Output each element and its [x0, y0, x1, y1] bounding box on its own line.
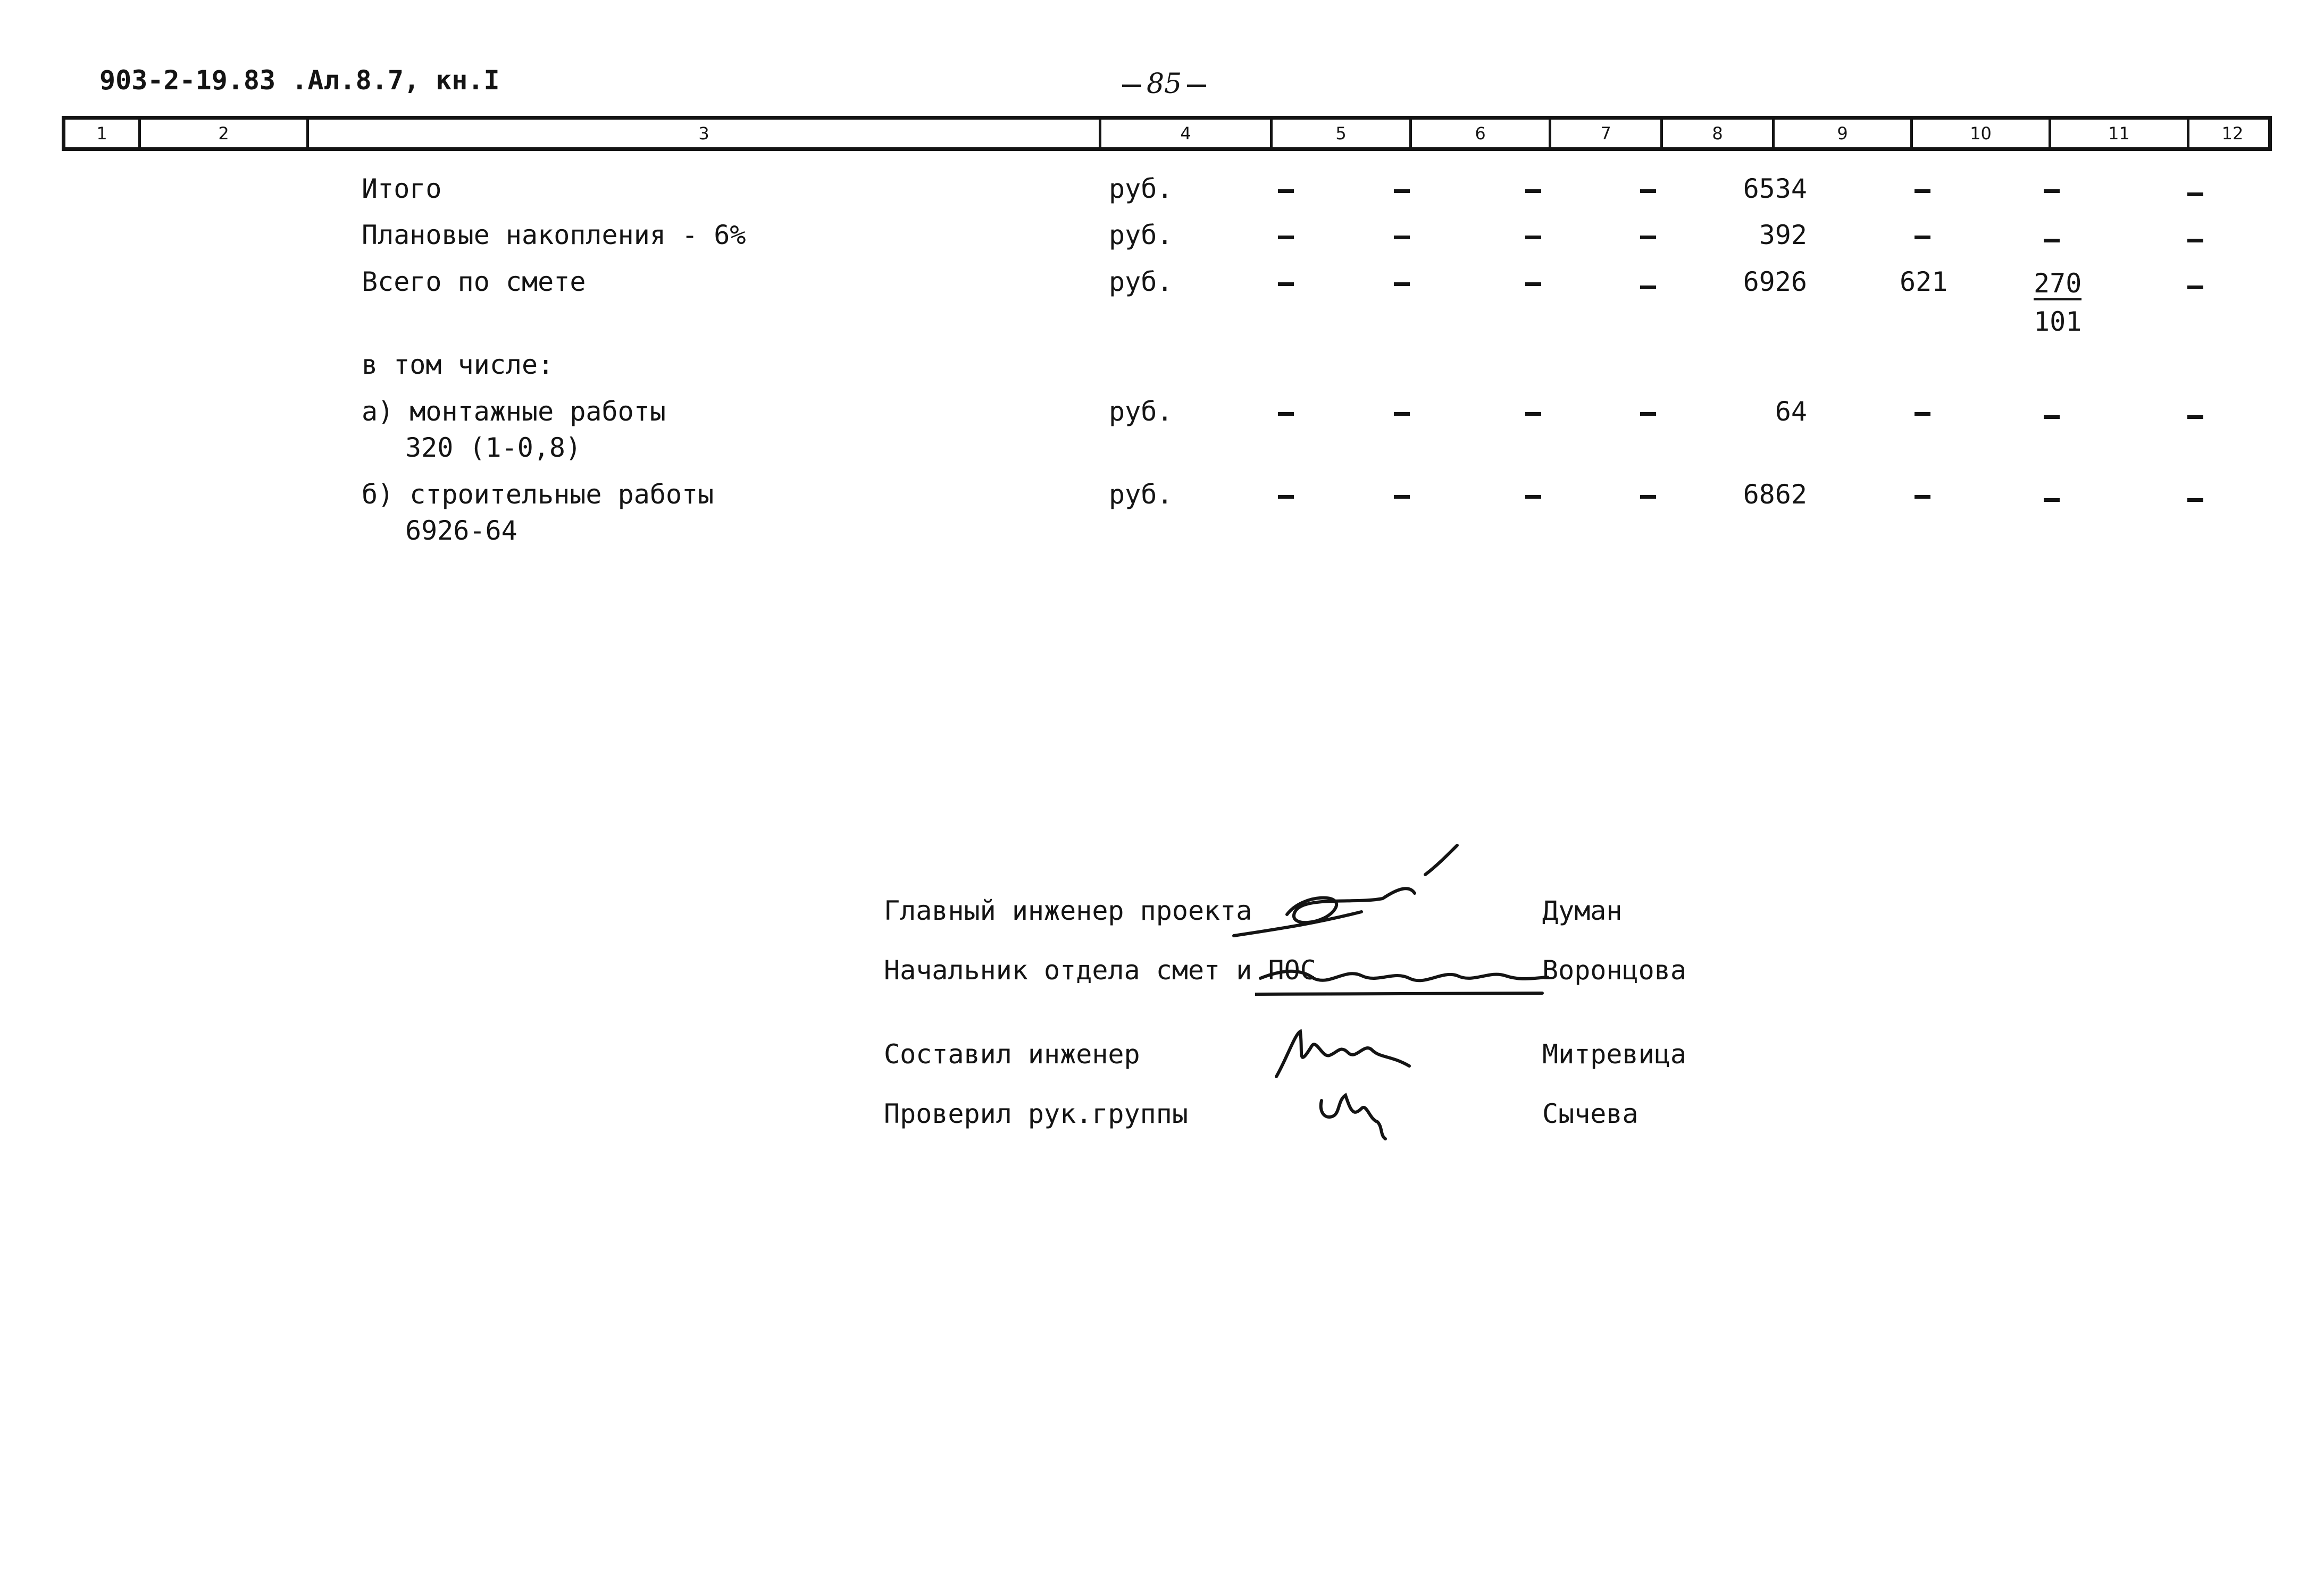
column-header-7: 7	[1551, 120, 1663, 147]
row-construction-col9: 6862	[1743, 479, 1807, 510]
dash-cell	[1278, 282, 1294, 286]
signature-name-chief-engineer: Думан	[1542, 895, 1623, 926]
dash-cell	[1640, 495, 1656, 499]
column-header-12: 12	[2221, 123, 2244, 144]
dash-cell	[1525, 412, 1541, 416]
dash-cell	[1394, 412, 1410, 416]
dash-cell	[2044, 498, 2060, 502]
dash-cell	[1915, 189, 1930, 193]
row-planned-col9: 392	[1759, 220, 1807, 250]
signature-role-chief-engineer: Главный инженер проекта	[884, 895, 1252, 926]
dash-cell	[1525, 189, 1541, 193]
dash-cell	[1394, 282, 1410, 286]
column-header-4: 4	[1101, 120, 1273, 147]
including-label: в том числе:	[362, 349, 554, 380]
row-planned-unit: руб.	[1109, 220, 1173, 250]
column-header-1: 1	[65, 120, 141, 147]
signature-role-group-lead: Проверил рук.группы	[884, 1098, 1188, 1129]
dash-cell	[1915, 236, 1930, 239]
dash-cell	[1640, 236, 1656, 239]
dash-cell	[2187, 239, 2203, 242]
dash-cell	[1640, 412, 1656, 416]
row-installation-formula: 320 (1-0,8)	[405, 432, 582, 463]
row-installation-label: а) монтажные работы	[362, 396, 666, 427]
row-total-col10: 621	[1900, 266, 1948, 297]
dash-cell	[1278, 412, 1294, 416]
dash-cell	[2187, 498, 2203, 502]
signature-role-engineer: Составил инженер	[884, 1039, 1140, 1070]
column-header-9: 9	[1775, 120, 1913, 147]
column-number-strip	[62, 116, 2272, 151]
handwritten-signature-estimate-head	[1255, 946, 1553, 1005]
dash-cell	[1640, 189, 1656, 193]
dash-cell	[1394, 495, 1410, 499]
column-header-10: 10	[1913, 120, 2051, 147]
document-code: 903-2-19.83 .Ал.8.7, кн.I	[99, 65, 500, 96]
dash-cell	[1915, 495, 1930, 499]
row-itogo-label: Итого	[362, 173, 442, 204]
dash-cell	[1278, 189, 1294, 193]
row-total-col11-top: 270	[2034, 268, 2081, 300]
row-total-col11-bottom: 101	[2034, 306, 2082, 337]
dash-cell	[1525, 495, 1541, 499]
row-itogo-unit: руб.	[1109, 173, 1173, 204]
row-construction-formula: 6926-64	[405, 515, 517, 546]
row-total-label: Всего по смете	[362, 266, 586, 297]
signature-name-group-lead: Сычева	[1542, 1098, 1638, 1129]
dash-cell	[1278, 236, 1294, 239]
dash-cell	[1278, 495, 1294, 499]
page-number-dash-right	[1187, 85, 1206, 87]
column-header-11: 11	[2051, 120, 2189, 147]
dash-cell	[2044, 239, 2060, 242]
dash-cell	[2187, 286, 2203, 289]
dash-cell	[2187, 192, 2203, 196]
column-header-6: 6	[1412, 120, 1551, 147]
row-itogo-col9: 6534	[1743, 173, 1807, 204]
page-number-value: 85	[1147, 68, 1182, 100]
signature-name-engineer: Митревица	[1542, 1039, 1686, 1070]
dash-cell	[2044, 189, 2060, 193]
handwritten-signature-engineer	[1271, 1026, 1420, 1085]
column-header-3: 3	[309, 120, 1101, 147]
dash-cell	[1525, 236, 1541, 239]
page-number-dash-left	[1122, 85, 1141, 87]
column-header-5: 5	[1273, 120, 1412, 147]
dash-cell	[2044, 415, 2060, 419]
row-installation-unit: руб.	[1109, 396, 1173, 427]
row-total-unit: руб.	[1109, 266, 1173, 297]
column-header-8: 8	[1663, 120, 1775, 147]
signature-role-estimate-head: Начальник отдела смет и ПОС	[884, 955, 1316, 986]
signature-name-estimate-head: Воронцова	[1542, 955, 1686, 986]
dash-cell	[1640, 286, 1656, 289]
column-header-2: 2	[141, 120, 309, 147]
handwritten-signature-group-lead	[1308, 1079, 1393, 1143]
row-construction-unit: руб.	[1109, 479, 1173, 510]
row-planned-label: Плановые накопления - 6%	[362, 220, 746, 250]
dash-cell	[1394, 189, 1410, 193]
dash-cell	[1915, 412, 1930, 416]
handwritten-signature-chief-engineer	[1223, 835, 1468, 941]
row-construction-label: б) строительные работы	[362, 479, 714, 510]
dash-cell	[1525, 282, 1541, 286]
page-number	[1117, 68, 1211, 100]
row-installation-col9: 64	[1775, 396, 1807, 427]
dash-cell	[1394, 236, 1410, 239]
dash-cell	[2187, 415, 2203, 419]
row-total-col9: 6926	[1743, 266, 1807, 297]
